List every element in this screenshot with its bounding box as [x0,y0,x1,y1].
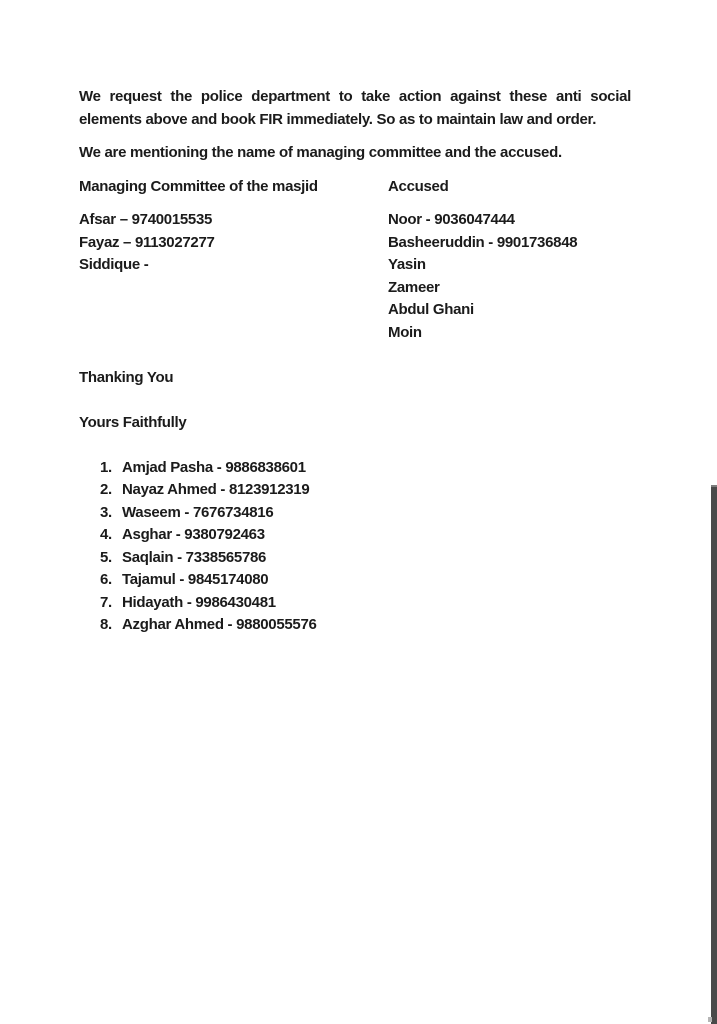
signatory-item [100,502,631,525]
signatory-name: Tajamul - 9845174080 [122,571,269,588]
thanking-line: Thanking You [79,368,174,386]
accused-member: Abdul Ghani [388,301,474,318]
accused-member: Moin [388,323,422,341]
signatory-number: 8. [100,616,112,633]
signatory-number: 6. [100,571,112,588]
committee-member: Afsar – 9740015535 [79,211,213,228]
signatories-list [100,457,631,637]
signatory-item [100,479,631,502]
faithfully-line: Yours Faithfully [79,413,187,431]
committee-heading: Managing Committee of the masjid [79,177,318,195]
accused-column [388,176,631,345]
signatory-item [100,547,631,570]
signatory-number: 7. [100,593,112,611]
signatory-item [100,569,631,592]
names-columns [79,176,631,345]
signatory-number: 1. [100,458,112,476]
signatory-number: 2. [100,481,112,498]
signatory-name: Asghar - 9380792463 [122,526,265,543]
signatory-number: 5. [100,548,112,566]
signatory-item [100,614,631,637]
signatory-name: Waseem - 7676734816 [122,503,274,521]
signatory-name: Saqlain - 7338565786 [122,548,267,566]
accused-heading: Accused [388,177,449,195]
signatory-item [100,524,631,547]
committee-member: Fayaz – 9113027277 [79,233,215,251]
scrollbar-thumb[interactable] [711,485,717,1024]
signatory-name: Amjad Pasha - 9886838601 [122,458,306,476]
committee-member: Siddique - [79,256,149,273]
accused-member: Zameer [388,278,440,296]
signatory-item [100,457,631,480]
accused-member: Basheeruddin - 9901736848 [388,233,578,251]
signatory-name: Azghar Ahmed - 9880055576 [122,616,317,633]
scrollbar-end-notch [708,1017,712,1022]
committee-column [79,176,388,277]
signatory-number: 3. [100,503,112,521]
signatory-item [100,592,631,615]
mention-paragraph: We are mentioning the name of managing committee and the accused. [79,144,562,161]
signatory-name: Nayaz Ahmed - 8123912319 [122,481,310,498]
accused-member: Noor - 9036047444 [388,211,515,228]
accused-member: Yasin [388,256,426,273]
letter-body [79,86,631,637]
signatory-number: 4. [100,526,112,543]
request-paragraph: We request the police department to take action against these anti social elements above and book FIR immediately. So as to maintain law and order. [79,88,631,128]
signatory-name: Hidayath - 9986430481 [122,593,276,611]
